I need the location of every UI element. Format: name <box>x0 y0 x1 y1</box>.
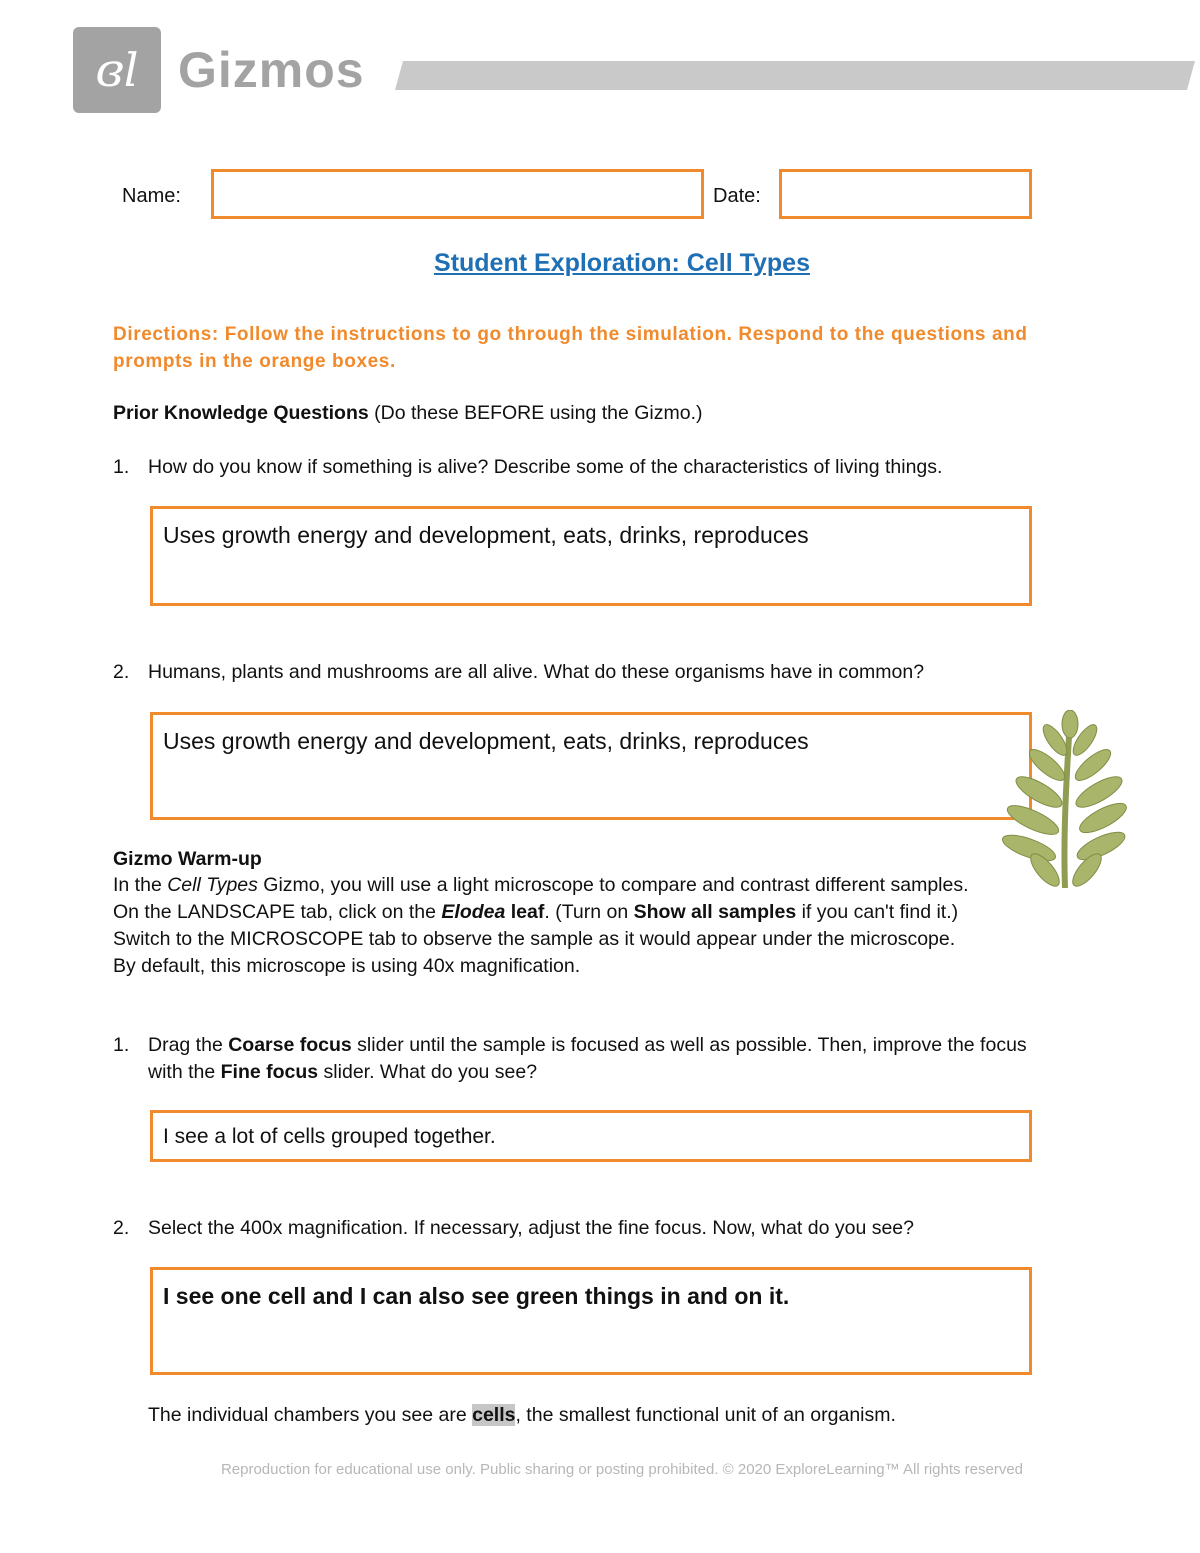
question-text: Humans, plants and mushrooms are all alive. What do these organisms have in common? <box>148 661 925 683</box>
warmup-text-2: Gizmo, you will use a light microscope to compare and contrast different samples. On the LANDSCAPE tab, click on the <box>113 874 969 923</box>
header-bar <box>395 61 1195 90</box>
prior-heading-bold: Prior Knowledge Questions <box>113 402 369 424</box>
question-number: 1. <box>113 1034 130 1056</box>
warmup-leaf: leaf <box>505 901 545 923</box>
warmup-text-1: In the <box>113 874 168 896</box>
answer-text: I see a lot of cells grouped together. <box>163 1125 496 1148</box>
prior-question-1 <box>113 454 1113 481</box>
prior-question-2 <box>113 659 1113 686</box>
answer-text: Uses growth energy and development, eats, drinks, reproduces <box>163 728 809 754</box>
closing-sentence <box>148 1402 896 1429</box>
page-title: Student Exploration: Cell Types <box>434 249 810 277</box>
prior-knowledge-heading <box>113 400 703 427</box>
answer-text: I see one cell and I can also see green things in and on it. <box>163 1283 790 1309</box>
closing-text-2: , the smallest functional unit of an organism. <box>515 1404 896 1426</box>
answer-box-warmup-1[interactable] <box>150 1110 1032 1162</box>
question-number: 1. <box>113 456 130 478</box>
warmup-text-3: . (Turn on <box>544 901 634 923</box>
question-line-1: Drag the Coarse focus slider until the sample is focused as well as possible. Then, improve the focus <box>148 1034 1027 1056</box>
question-line-2: with the Fine focus slider. What do you see? <box>148 1061 538 1083</box>
warmup-show-all: Show all samples <box>633 901 797 923</box>
warmup-question-2 <box>113 1215 1113 1242</box>
answer-box-prior-1[interactable] <box>150 506 1032 606</box>
question-number: 2. <box>113 1217 130 1239</box>
name-label: Name: <box>122 185 181 207</box>
warmup-text-4: if you can't find it.) Switch to the MICROSCOPE tab to observe the sample as it would appear under the microscope. By default, this microscope is using 40x magnification. <box>113 901 959 977</box>
directions-text: Directions: Follow the instructions to go through the simulation. Respond to the questions and prompts in the orange boxes. <box>113 324 1028 372</box>
gizmos-logo-icon: ɞl <box>73 27 161 113</box>
question-text: How do you know if something is alive? Describe some of the characteristics of living things. <box>148 456 943 478</box>
warmup-question-1 <box>113 1032 1163 1086</box>
gizmos-logo-text: Gizmos <box>178 42 365 98</box>
question-number: 2. <box>113 661 130 683</box>
elodea-plant-image <box>995 710 1130 888</box>
highlighted-term-cells: cells <box>472 1404 516 1426</box>
answer-box-warmup-2[interactable] <box>150 1267 1032 1375</box>
question-text: Select the 400x magnification. If necessary, adjust the fine focus. Now, what do you see? <box>148 1217 914 1239</box>
date-field[interactable] <box>779 169 1032 219</box>
name-field[interactable] <box>211 169 704 219</box>
answer-box-prior-2[interactable] <box>150 712 1032 820</box>
warmup-cell-types: Cell Types <box>167 874 258 896</box>
date-label: Date: <box>713 185 761 207</box>
warmup-elodea: Elodea <box>441 901 506 923</box>
closing-text-1: The individual chambers you see are <box>148 1404 473 1426</box>
footer-copyright: Reproduction for educational use only. Public sharing or posting prohibited. © 2020 ExploreLearning™ All rights reserved <box>220 1461 1024 1478</box>
warmup-heading: Gizmo Warm-up <box>113 848 262 870</box>
answer-text: Uses growth energy and development, eats, drinks, reproduces <box>163 522 809 548</box>
prior-heading-note: (Do these BEFORE using the Gizmo.) <box>368 402 703 424</box>
warmup-paragraph <box>113 872 983 980</box>
